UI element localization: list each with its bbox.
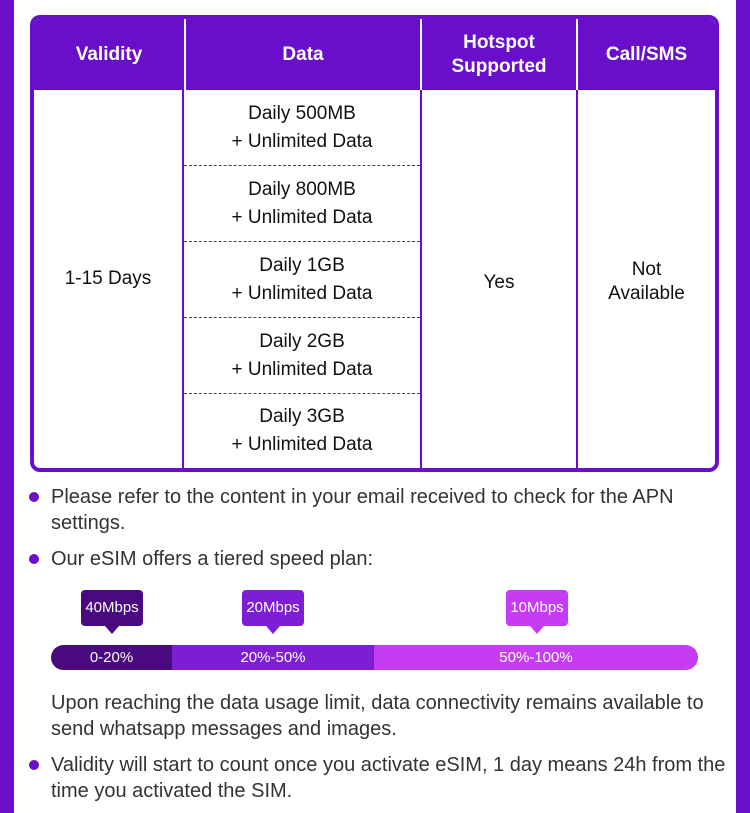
- note-apn: [0, 484, 750, 538]
- data-option-amount: Daily 1GB: [259, 254, 345, 276]
- data-option-extra: + Unlimited Data: [231, 358, 373, 380]
- left-accent-bar: [0, 0, 14, 813]
- speed-tag-tier2: 20Mbps: [242, 590, 304, 626]
- bullet-dot-icon: [29, 492, 39, 502]
- data-option-extra: + Unlimited Data: [231, 130, 373, 152]
- data-option-extra: + Unlimited Data: [231, 282, 373, 304]
- usage-segment-tier3: 50%-100%: [374, 645, 698, 670]
- header-validity: Validity: [75, 43, 143, 65]
- data-option-amount: Daily 800MB: [248, 178, 356, 200]
- call-sms-line: Not: [631, 258, 662, 280]
- speed-tag-tier1: 40Mbps: [81, 590, 143, 626]
- usage-segment-tier2: 20%-50%: [172, 645, 374, 670]
- header-data: Data: [282, 43, 324, 65]
- note-apn-text: Please refer to the content in your email received to check for the APN settings.: [51, 486, 674, 534]
- data-option-row: [184, 90, 420, 166]
- plan-table: [30, 15, 719, 472]
- validity-cell: 1-15 Days: [64, 268, 152, 289]
- call-sms-line: Available: [608, 282, 685, 304]
- data-option-amount: Daily 2GB: [259, 330, 345, 352]
- data-option-row: [184, 318, 420, 394]
- note-speed-plan-text: Our eSIM offers a tiered speed plan:: [51, 548, 374, 570]
- data-option-row: [184, 394, 420, 468]
- header-call-sms: Call/SMS: [605, 43, 688, 65]
- data-option-amount: Daily 500MB: [248, 102, 356, 124]
- note-speed-plan: [0, 546, 750, 574]
- data-option-row: [184, 166, 420, 242]
- speed-tier-chart: [51, 590, 698, 672]
- speed-tag-tier3: 10Mbps: [506, 590, 568, 626]
- speed-usage-bar: [51, 645, 698, 670]
- data-option-extra: + Unlimited Data: [231, 206, 373, 228]
- note-validity-text: Validity will start to count once you activate eSIM, 1 day means 24h from the time you activated the SIM.: [51, 754, 726, 802]
- header-hotspot: Hotspot Supported: [451, 31, 547, 77]
- call-sms-cell: [578, 90, 715, 472]
- note-data-limit: Upon reaching the data usage limit, data connectivity remains available to send whatsapp messages and images.: [51, 692, 704, 740]
- note-validity: [0, 752, 750, 806]
- data-option-amount: Daily 3GB: [259, 406, 345, 427]
- data-option-row: [184, 242, 420, 318]
- hotspot-cell: Yes: [483, 272, 515, 293]
- bullet-dot-icon: [29, 760, 39, 770]
- usage-segment-tier1: 0-20%: [51, 645, 172, 670]
- bullet-dot-icon: [29, 554, 39, 564]
- right-accent-bar: [736, 0, 750, 813]
- data-option-extra: + Unlimited Data: [231, 434, 373, 455]
